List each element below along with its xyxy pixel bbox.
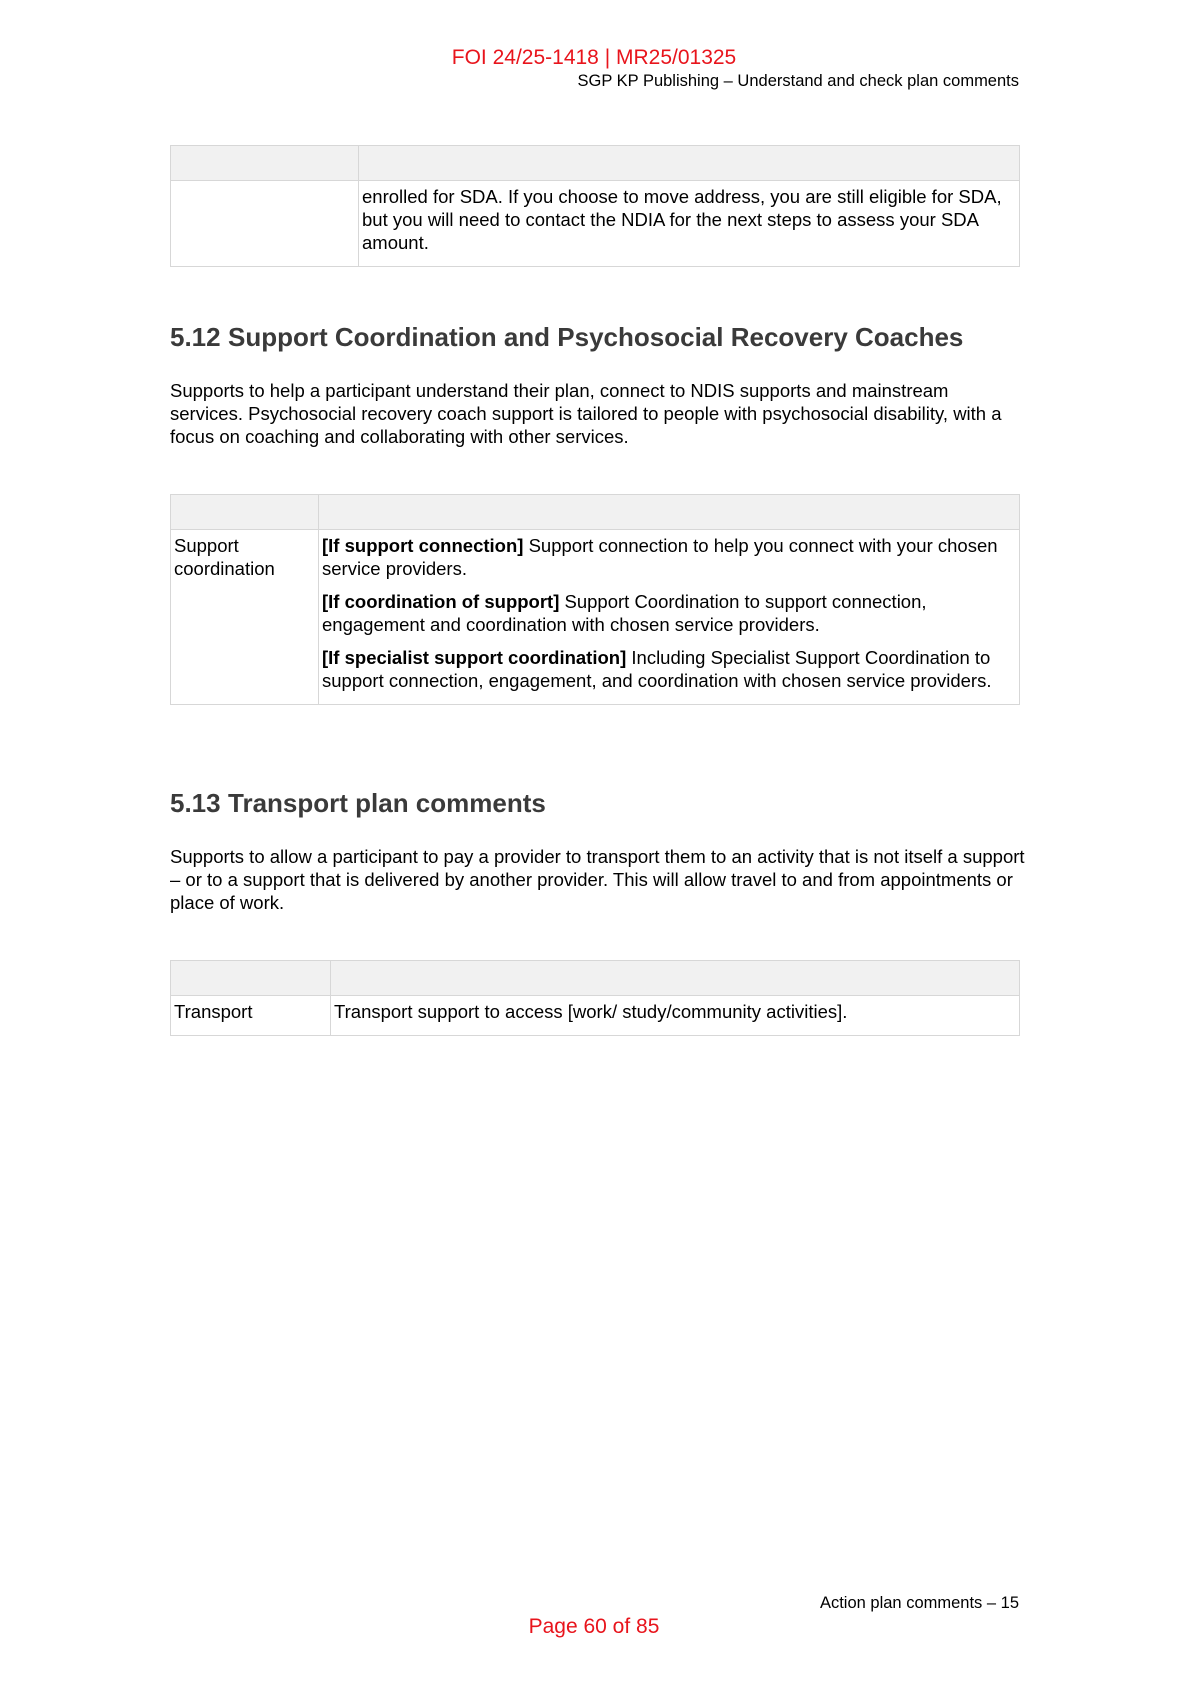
row-content: Transport support to access [work/ study/community activities].	[331, 996, 1020, 1036]
sda-table	[170, 145, 1020, 267]
section-heading	[170, 788, 546, 819]
section-number: 5.12	[170, 322, 221, 352]
table-header-cell	[331, 961, 1020, 996]
row-label: Transport	[171, 996, 331, 1036]
section-title: Transport plan comments	[228, 788, 546, 818]
footer-section-page: Action plan comments – 15	[819, 1594, 1019, 1612]
condition-label: [If specialist support coordination]	[322, 647, 627, 668]
condition-text: Support Coordination to support connection, engagement and coordination with chosen service providers.	[322, 591, 927, 635]
condition-label: [If support connection]	[322, 535, 524, 556]
condition-label: [If coordination of support]	[322, 591, 560, 612]
table-row	[171, 996, 1020, 1036]
transport-table	[170, 960, 1020, 1036]
foi-reference: FOI 24/25-1418 | MR25/01325	[451, 46, 737, 69]
table-header-cell	[171, 961, 331, 996]
row-label: Support coordination	[171, 530, 319, 705]
row-content	[319, 530, 1020, 705]
table-header-cell	[319, 495, 1020, 530]
list-item	[322, 646, 1015, 692]
section-title: Support Coordination and Psychosocial Recovery Coaches	[228, 322, 964, 352]
table-header-row	[171, 146, 1020, 181]
section-intro: Supports to help a participant understand their plan, connect to NDIS supports and mainstream services. Psychosocial recovery coach support is tailored to people with psychosocial disability, with a focus on coaching and collaborating with other services.	[170, 380, 1002, 447]
condition-text: Support connection to help you connect with your chosen service providers.	[322, 535, 998, 579]
condition-text: Including Specialist Support Coordination to support connection, engagement, and coordination with chosen service providers.	[322, 647, 992, 691]
table-header-row	[171, 495, 1020, 530]
table-row	[171, 181, 1020, 267]
section-number: 5.13	[170, 788, 221, 818]
document-subtitle: SGP KP Publishing – Understand and check plan comments	[577, 72, 1019, 90]
row-content: enrolled for SDA. If you choose to move address, you are still eligible for SDA, but you will need to contact the NDIA for the next steps to assess your SDA amount.	[359, 181, 1020, 267]
table-header-cell	[171, 146, 359, 181]
section-heading	[170, 322, 963, 353]
table-header-cell	[171, 495, 319, 530]
list-item	[322, 534, 1015, 580]
support-coordination-table	[170, 494, 1020, 705]
page-number: Page 60 of 85	[528, 1615, 660, 1638]
row-label	[171, 181, 359, 267]
list-item	[322, 590, 1015, 636]
section-intro: Supports to allow a participant to pay a provider to transport them to an activity that is not itself a support – or to a support that is delivered by another provider. This will allow travel to and from appointments or place of work.	[170, 846, 1025, 913]
table-row	[171, 530, 1020, 705]
table-header-row	[171, 961, 1020, 996]
table-header-cell	[359, 146, 1020, 181]
